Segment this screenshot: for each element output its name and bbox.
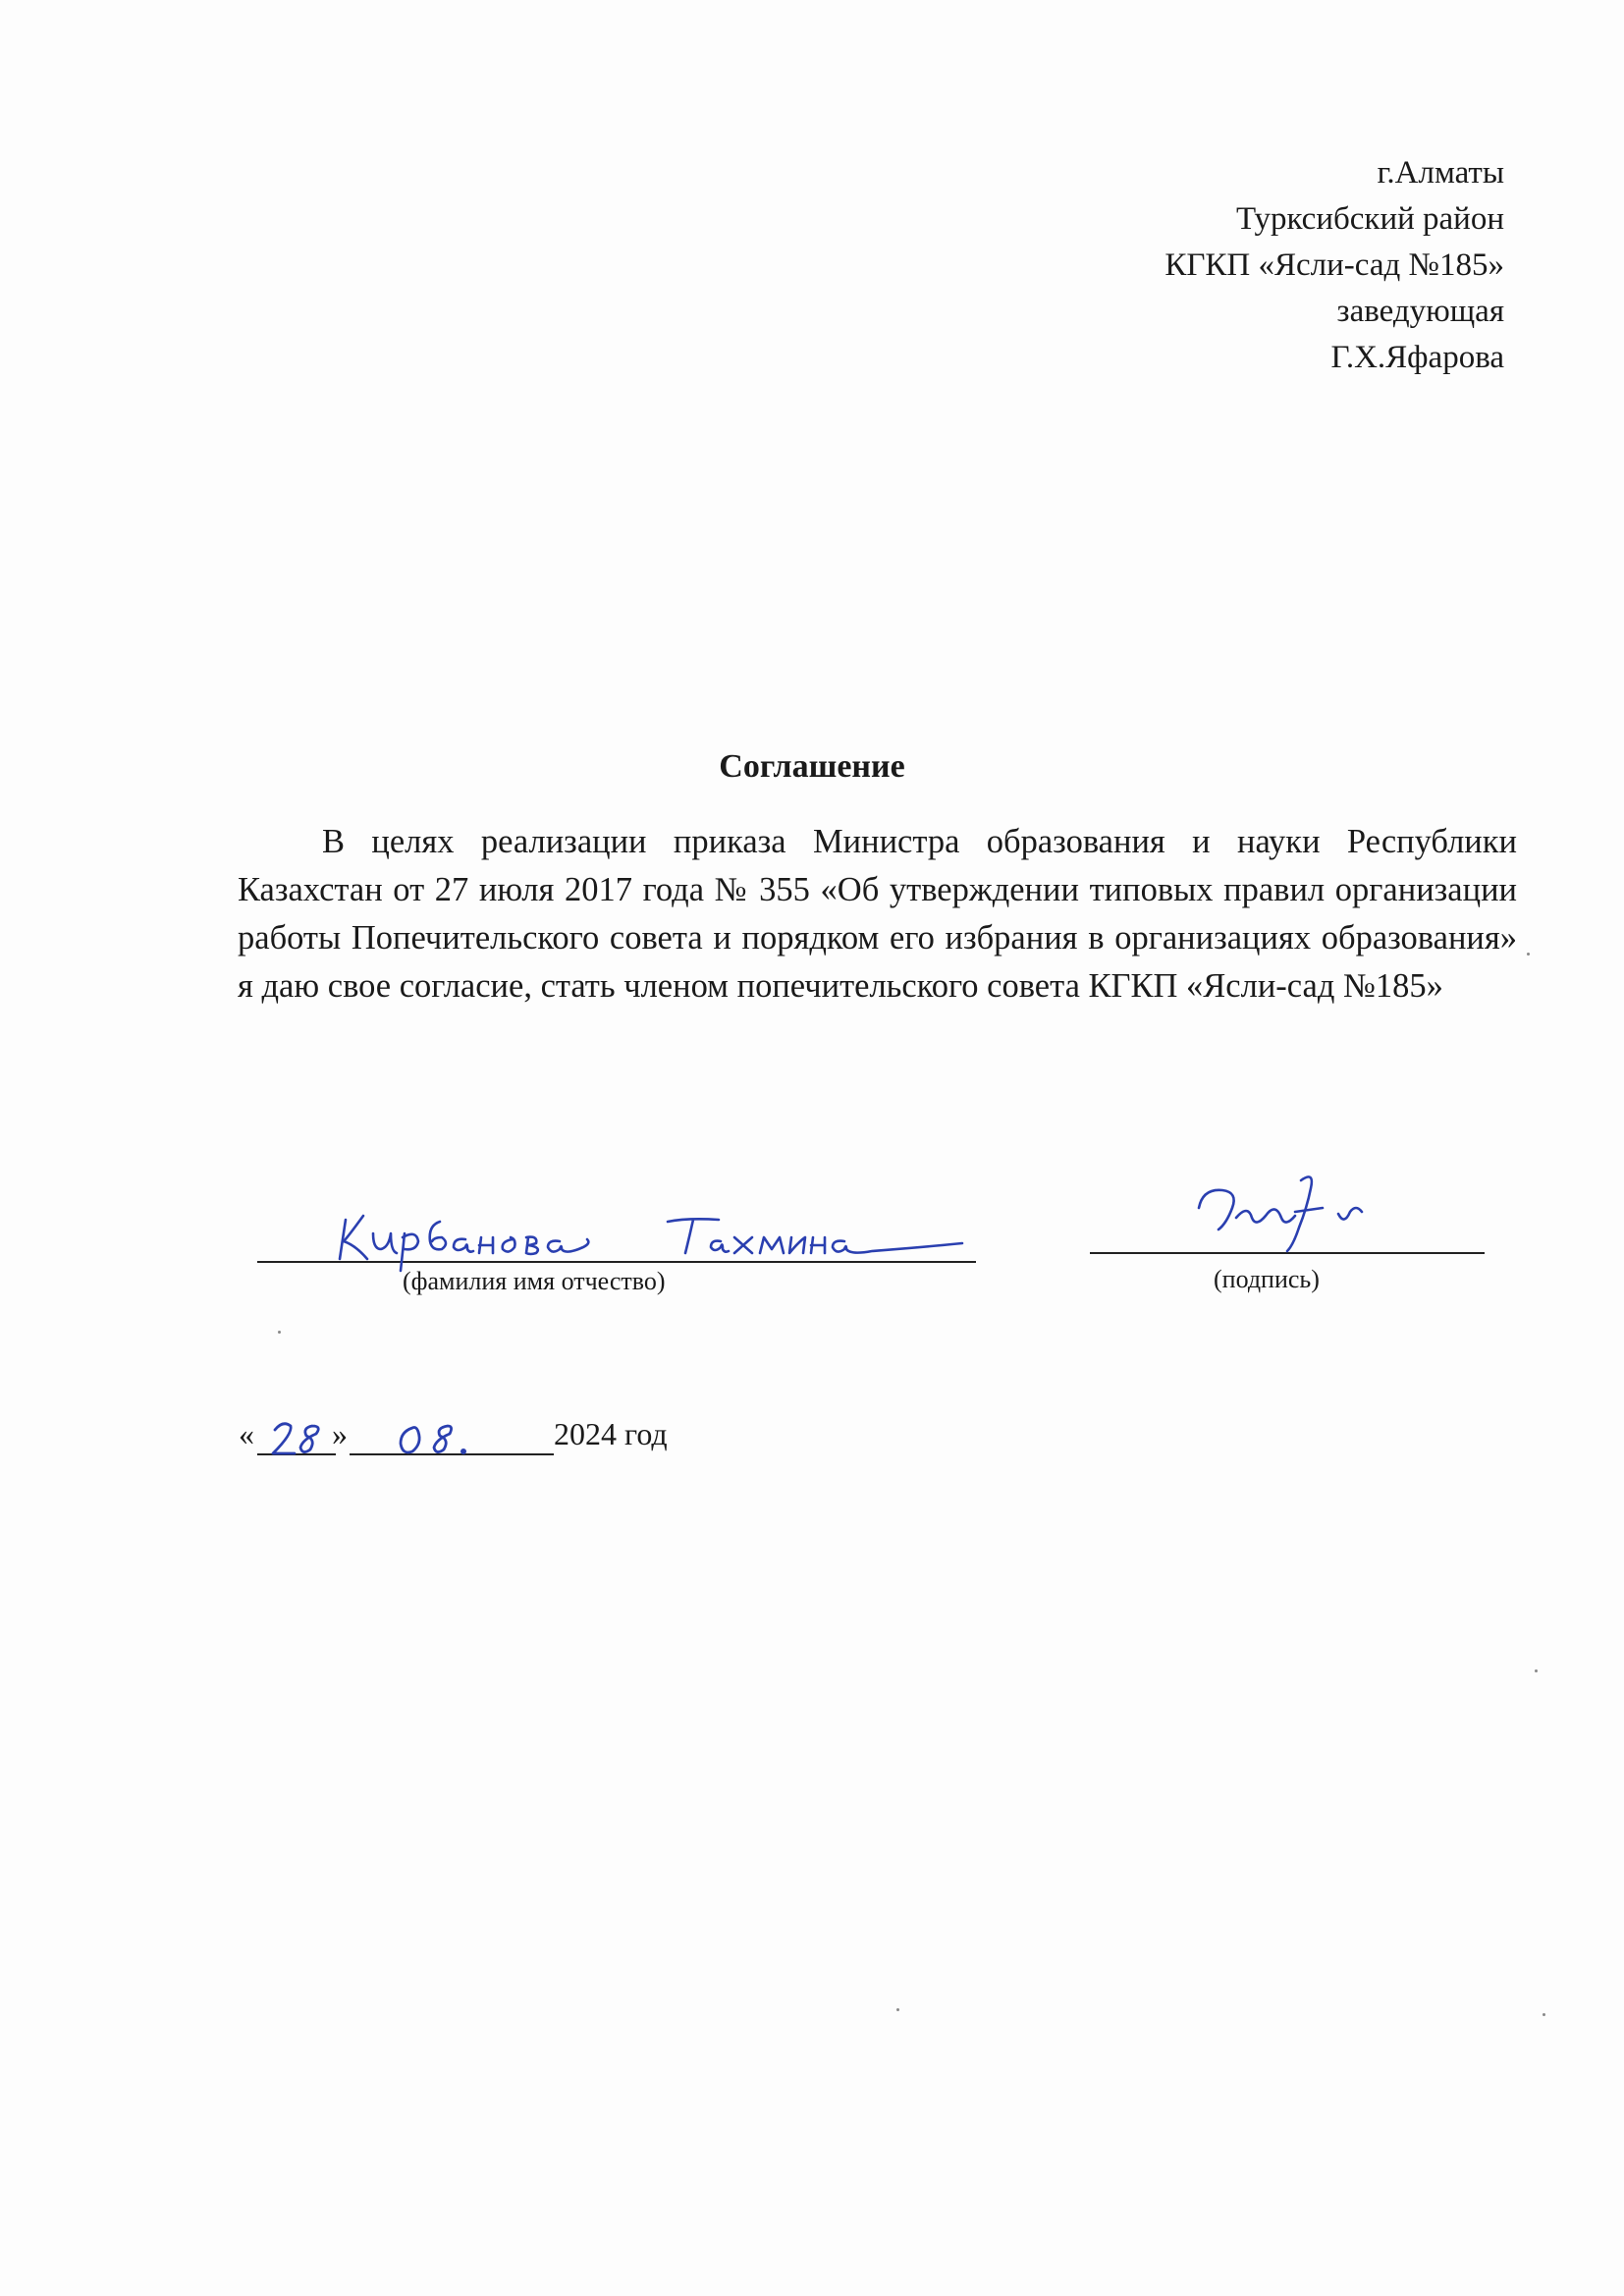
position: заведующая xyxy=(1336,294,1504,329)
city: г.Алматы xyxy=(1377,155,1504,191)
scan-speck xyxy=(278,1331,281,1334)
organization: КГКП «Ясли-сад №185» xyxy=(1164,247,1504,283)
addressee-block xyxy=(1164,150,1504,381)
document-title: Соглашение xyxy=(719,748,905,785)
handwritten-day xyxy=(267,1418,336,1461)
handwritten-month xyxy=(393,1418,481,1461)
district: Турксибский район xyxy=(1235,201,1504,237)
date-row xyxy=(239,1416,254,1452)
scan-speck xyxy=(1535,1669,1538,1672)
scan-speck xyxy=(896,2008,899,2011)
scan-speck xyxy=(1527,953,1530,956)
date-open-quote: « xyxy=(239,1416,254,1451)
handwritten-name xyxy=(334,1198,982,1277)
agreement-body: В целях реализации приказа Министра образования и науки Республики Казахстан от 27 июля 2017 года № 355 «Об утверждении типовых правил организации работы Попечительского совета и порядком его избрания в организациях образования» я даю свое согласие, стать членом попечительского совета КГКП «Ясли-сад №185» xyxy=(238,823,1517,1005)
signature-caption: (подпись) xyxy=(1214,1265,1320,1293)
date-year: 2024 год xyxy=(554,1416,668,1451)
date-close-quote: » xyxy=(332,1416,348,1451)
addressee-name: Г.Х.Яфарова xyxy=(1330,340,1504,375)
signature xyxy=(1193,1169,1409,1257)
scan-speck xyxy=(1543,2013,1545,2016)
name-caption: (фамилия имя отчество) xyxy=(403,1267,666,1295)
